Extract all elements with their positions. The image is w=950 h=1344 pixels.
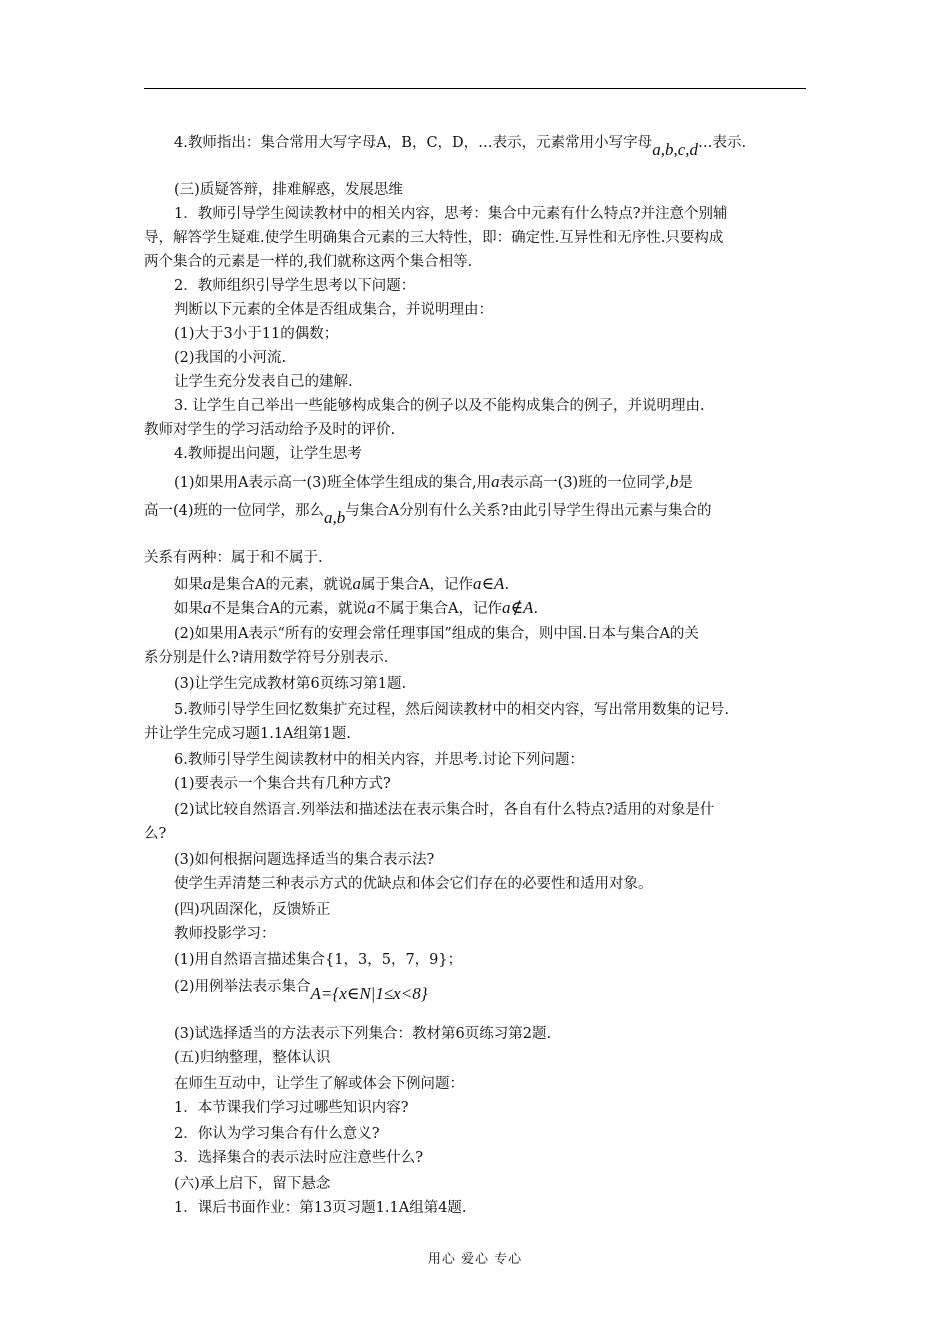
text-run: (五)归纳整理，整体认识 bbox=[174, 1050, 331, 1066]
text-run: (1)大于3小于11的偶数； bbox=[174, 326, 339, 342]
text-run: 5.教师引导学生回忆数集扩充过程，然后阅读教材中的相交内容，写出常用数集的记号. bbox=[174, 702, 729, 718]
header-rule bbox=[144, 88, 806, 89]
text-run: …表示. bbox=[697, 135, 747, 151]
text-run: 系分别是什么?请用数学符号分别表示. bbox=[144, 650, 389, 666]
text-run: (六)承上启下，留下悬念 bbox=[174, 1176, 331, 1192]
paragraph-line bbox=[144, 1124, 836, 1144]
paragraph-line bbox=[144, 976, 836, 1003]
text-run: 是 bbox=[678, 475, 693, 491]
paragraph-line bbox=[144, 500, 806, 527]
paragraph-line bbox=[144, 324, 836, 344]
text-run: 么? bbox=[144, 826, 167, 842]
math-expression: a bbox=[203, 574, 212, 593]
text-run: 6.教师引导学生阅读教材中的相关内容，并思考.讨论下列问题： bbox=[174, 752, 584, 768]
paragraph-line bbox=[144, 950, 836, 970]
paragraph-line bbox=[144, 724, 806, 744]
paragraph-line bbox=[144, 228, 806, 248]
paragraph-line bbox=[144, 700, 836, 720]
paragraph-line bbox=[144, 624, 836, 644]
text-run: (1)用自然语言描述集合{1，3，5，7，9}； bbox=[174, 952, 463, 968]
paragraph-line bbox=[144, 750, 836, 770]
text-run: 表示高一(3)班的一位同学, bbox=[499, 475, 670, 491]
text-run: (3)让学生完成教材第6页练习第1题. bbox=[174, 676, 407, 692]
text-run: 4.教师指出：集合常用大写字母A，B，C，D，…表示，元素常用小写字母 bbox=[174, 135, 653, 151]
text-run: 判断以下元素的全体是否组成集合，并说明理由： bbox=[174, 302, 493, 318]
text-run: 2．你认为学习集合有什么意义? bbox=[174, 1126, 380, 1142]
text-run: 1．本节课我们学习过哪些知识内容? bbox=[174, 1100, 409, 1116]
paragraph-line bbox=[144, 800, 836, 820]
paragraph-line bbox=[144, 300, 836, 320]
text-run: 4.教师提出问题，让学生思考 bbox=[174, 446, 362, 462]
paragraph-line bbox=[144, 252, 806, 272]
paragraph-line bbox=[144, 1198, 836, 1218]
text-run: 并让学生完成习题1.1A组第1题. bbox=[144, 726, 351, 742]
text-run: (1)要表示一个集合共有几种方式? bbox=[174, 776, 391, 792]
paragraph-line bbox=[144, 372, 836, 392]
math-expression: a∉A bbox=[501, 598, 534, 617]
text-run: 3. 让学生自己举出一些能够构成集合的例子以及不能构成集合的例子，并说明理由. bbox=[174, 398, 705, 414]
text-run: . bbox=[504, 577, 510, 593]
text-run: 如果 bbox=[174, 577, 203, 593]
text-run: 在师生互动中，让学生了解或体会下例问题： bbox=[174, 1076, 464, 1092]
paragraph-line bbox=[144, 348, 836, 368]
paragraph-line bbox=[144, 1074, 836, 1094]
text-run: 导，解答学生疑难.使学生明确集合元素的三大特性，即：确定性.互异性和无序性.只要构成 bbox=[144, 230, 724, 246]
text-run: (四)巩固深化，反馈矫正 bbox=[174, 902, 331, 918]
math-expression: a∈A bbox=[472, 574, 505, 593]
paragraph-line bbox=[144, 1174, 836, 1194]
paragraph-line bbox=[144, 924, 836, 944]
paragraph-line bbox=[144, 874, 836, 894]
paragraph-line bbox=[144, 1098, 836, 1118]
paragraph-line bbox=[144, 276, 836, 296]
text-run: 高一(4)班的一位同学，那么 bbox=[144, 503, 325, 519]
paragraph-line bbox=[144, 132, 836, 159]
math-expression: a,b bbox=[324, 508, 346, 527]
paragraph-line bbox=[144, 598, 836, 619]
math-expression: A={x∈N|1≤x<8} bbox=[310, 984, 428, 1003]
paragraph-line bbox=[144, 472, 836, 493]
text-run: 教师投影学习： bbox=[174, 926, 276, 942]
text-run: (2)我国的小河流. bbox=[174, 350, 287, 366]
text-run: 如果 bbox=[174, 601, 203, 617]
paragraph-line bbox=[144, 1048, 836, 1068]
text-run: (1)如果用A表示高一(3)班全体学生组成的集合,用 bbox=[174, 475, 492, 491]
text-run: 让学生充分发表自己的建解. bbox=[174, 374, 353, 390]
text-run: 教师对学生的学习活动给予及时的评价. bbox=[144, 422, 396, 438]
paragraph-line bbox=[144, 1024, 836, 1044]
text-run: 使学生弄清楚三种表示方式的优缺点和体会它们存在的必要性和适用对象。 bbox=[174, 876, 653, 892]
math-expression: a bbox=[491, 472, 500, 491]
math-expression: a bbox=[352, 574, 361, 593]
text-run: 1．课后书面作业：第13页习题1.1A组第4题. bbox=[174, 1200, 467, 1216]
paragraph-line bbox=[144, 850, 836, 870]
text-run: 2．教师组织引导学生思考以下问题： bbox=[174, 278, 416, 294]
text-run: (三)质疑答辩，排难解惑，发展思维 bbox=[174, 182, 403, 198]
text-run: (3)试选择适当的方法表示下列集合：教材第6页练习第2题. bbox=[174, 1026, 552, 1042]
text-run: . bbox=[533, 601, 539, 617]
text-run: 与集合A分别有什么关系?由此引导学生得出元素与集合的 bbox=[345, 503, 712, 519]
page-footer: 用心 爱心 专心 bbox=[427, 1252, 523, 1267]
text-run: (2)如果用A表示“所有的安理会常任理事国”组成的集合，则中国.日本与集合A的关 bbox=[174, 626, 699, 642]
text-run: (2)用例举法表示集合 bbox=[174, 979, 311, 995]
paragraph-line bbox=[144, 900, 836, 920]
text-run: 属于集合A，记作 bbox=[360, 577, 473, 593]
text-run: (3)如何根据问题选择适当的集合表示法? bbox=[174, 852, 435, 868]
paragraph-line bbox=[144, 396, 836, 416]
paragraph-line bbox=[144, 674, 836, 694]
text-run: 3．选择集合的表示法时应注意些什么? bbox=[174, 1150, 423, 1166]
math-expression: b bbox=[669, 472, 679, 491]
paragraph-line bbox=[144, 204, 836, 224]
paragraph-line bbox=[144, 824, 806, 844]
text-run: 不属于集合A，记作 bbox=[375, 601, 502, 617]
math-expression: a bbox=[203, 598, 212, 617]
text-run: 关系有两种：属于和不属于. bbox=[144, 550, 323, 566]
paragraph-line bbox=[144, 444, 836, 464]
math-expression: a,b,c,d bbox=[652, 140, 698, 159]
paragraph-line bbox=[144, 574, 836, 595]
paragraph-line bbox=[144, 774, 836, 794]
text-run: (2)试比较自然语言.列举法和描述法在表示集合时，各自有什么特点?适用的对象是什 bbox=[174, 802, 715, 818]
paragraph-line bbox=[144, 180, 836, 200]
text-run: 1．教师引导学生阅读教材中的相关内容，思考：集合中元素有什么特点?并注意个别辅 bbox=[174, 206, 728, 222]
paragraph-line bbox=[144, 420, 806, 440]
text-run: 不是集合A的元素，就说 bbox=[211, 601, 367, 617]
math-expression: a bbox=[366, 598, 376, 617]
paragraph-line bbox=[144, 1148, 836, 1168]
paragraph-line bbox=[144, 648, 806, 668]
text-run: 是集合A的元素，就说 bbox=[211, 577, 353, 593]
paragraph-line bbox=[144, 548, 806, 568]
text-run: 两个集合的元素是一样的,我们就称这两个集合相等. bbox=[144, 254, 473, 270]
